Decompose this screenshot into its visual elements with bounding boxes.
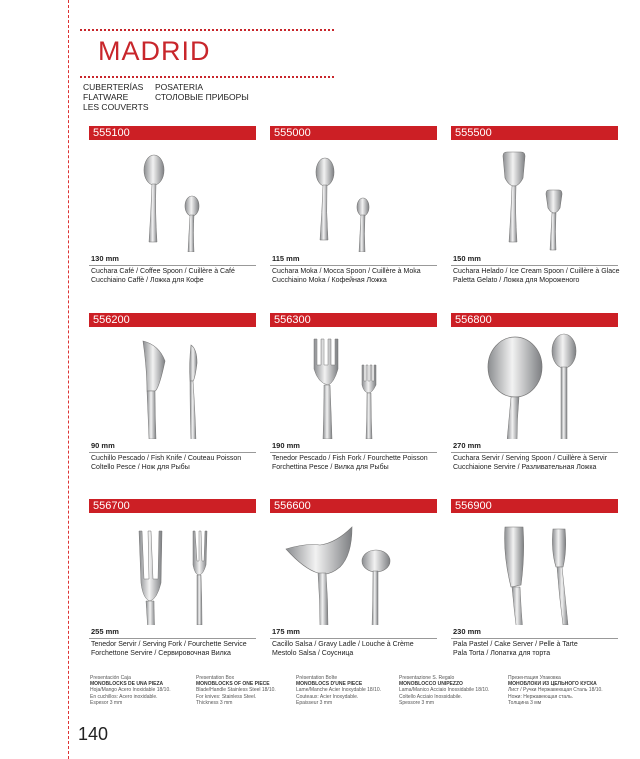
product-card-555100 xyxy=(89,126,256,296)
product-code: 556200 xyxy=(89,313,256,327)
product-size: 175 mm xyxy=(272,627,300,636)
product-card-556700 xyxy=(89,499,256,669)
spec-line: Épaisseur 3 mm xyxy=(296,699,333,706)
spec-line: Couteaux: Acier Inoxydable. xyxy=(296,693,359,700)
mocca-spoon-icon xyxy=(270,142,437,252)
product-description-alt: Cucchiaino Moka / Кофейная Ложка xyxy=(272,277,387,284)
product-code: 556800 xyxy=(451,313,618,327)
spec-heading: MONOBLOCS D'UNE PIÈCE xyxy=(296,681,363,688)
spec-line: Spessore 3 mm xyxy=(399,699,435,706)
product-size: 90 mm xyxy=(91,441,115,450)
card-divider xyxy=(451,452,618,453)
spec-line: Présentation Boîte xyxy=(296,675,338,681)
spec-line: Презентация Упаковка xyxy=(508,675,561,681)
fish-knife-icon xyxy=(89,329,256,439)
spec-line: Espesor 3 mm xyxy=(90,699,123,706)
card-divider xyxy=(89,638,256,639)
card-divider xyxy=(270,638,437,639)
page-number: 140 xyxy=(78,724,109,744)
card-divider xyxy=(451,265,618,266)
product-description: Pala Pastel / Cake Server / Pelle à Tarte xyxy=(453,641,578,648)
product-code: 555000 xyxy=(270,126,437,140)
product-description: Cacillo Salsa / Gravy Ladle / Louche à Crème xyxy=(272,641,414,648)
product-description-alt: Forchettone Servire / Сервировочная Вилка xyxy=(91,650,231,657)
product-size: 150 mm xyxy=(453,254,481,263)
product-description: Cuchillo Pescado / Fish Knife / Couteau Poisson xyxy=(91,455,242,462)
product-size: 255 mm xyxy=(91,627,119,636)
product-description-alt: Cucchiaione Servire / Разливательная Ложка xyxy=(453,464,597,471)
spec-block-en xyxy=(196,675,300,706)
product-size: 115 mm xyxy=(272,254,300,263)
spec-line: Lame/Manche Acier Inoxydable 18/10. xyxy=(296,687,382,694)
product-card-556600 xyxy=(270,499,437,669)
product-description-alt: Coltello Pesce / Нож для Рыбы xyxy=(91,464,190,471)
product-card-555000 xyxy=(270,126,437,296)
title-top-rule xyxy=(80,29,334,31)
spec-heading: MONOBLOCKS OF ONE PIECE xyxy=(196,681,270,688)
category-labels-right xyxy=(155,82,249,102)
spec-line: Thickness 3 mm xyxy=(196,699,233,706)
product-size: 230 mm xyxy=(453,627,481,636)
product-description-alt: Mestolo Salsa / Соусница xyxy=(272,650,354,657)
title-bottom-rule xyxy=(80,76,334,78)
product-card-556200 xyxy=(89,313,256,483)
spec-line: Ножи: Нержавеющая сталь. xyxy=(508,693,574,700)
product-description-alt: Forchettina Pesce / Вилка для Рыбы xyxy=(272,464,389,471)
spec-block-it xyxy=(399,675,503,706)
card-divider xyxy=(270,452,437,453)
product-description: Cuchara Servir / Serving Spoon / Cuillère à Servir xyxy=(453,455,608,462)
spec-line: En cuchillos: Acero inoxidable. xyxy=(90,693,158,700)
product-code: 556900 xyxy=(451,499,618,513)
product-code: 556600 xyxy=(270,499,437,513)
spec-line: For knives: Stainless Steel. xyxy=(196,693,257,700)
coffee-spoon-icon xyxy=(89,142,256,252)
category-label: FLATWARE xyxy=(83,92,129,102)
category-label: LES COUVERTS xyxy=(83,102,149,112)
gravy-ladle-icon xyxy=(270,515,437,625)
product-description-alt: Paletta Gelato / Ложка для Мороженого xyxy=(453,277,580,284)
product-card-556300 xyxy=(270,313,437,483)
product-code: 556700 xyxy=(89,499,256,513)
card-divider xyxy=(89,265,256,266)
cake-server-icon xyxy=(451,515,618,625)
card-divider xyxy=(89,452,256,453)
product-description: Cuchara Helado / Ice Cream Spoon / Cuillère à Glace xyxy=(453,268,620,275)
product-card-556900 xyxy=(451,499,618,669)
product-size: 190 mm xyxy=(272,441,300,450)
spec-line: Лист / Ручки Нержавеющая Сталь 18/10. xyxy=(508,687,603,694)
spec-line: Hoja/Mango Acero Inoxidable 18/10. xyxy=(90,687,171,694)
product-description: Tenedor Pescado / Fish Fork / Fourchette Poisson xyxy=(272,455,428,462)
fish-fork-icon xyxy=(270,329,437,439)
spec-line: Presentación Caja xyxy=(90,675,131,681)
category-label: CUBERTERÍAS xyxy=(83,82,144,92)
product-description: Tenedor Servir / Serving Fork / Fourchette Service xyxy=(91,641,247,648)
card-divider xyxy=(451,638,618,639)
product-code: 556300 xyxy=(270,313,437,327)
category-labels-left xyxy=(83,82,149,112)
spec-block-es xyxy=(90,675,194,706)
product-code: 555500 xyxy=(451,126,618,140)
product-size: 130 mm xyxy=(91,254,119,263)
card-divider xyxy=(270,265,437,266)
product-description-alt: Cucchiaino Caffè / Ложка для Кофе xyxy=(91,277,204,284)
margin-guide-line xyxy=(68,0,69,759)
spec-heading: MONOBLOCKS DE UNA PIEZA xyxy=(90,681,164,688)
product-description: Cuchara Moka / Mocca Spoon / Cuillère à Moka xyxy=(272,268,421,275)
product-code: 555100 xyxy=(89,126,256,140)
product-description-alt: Pala Torta / Лопатка для торта xyxy=(453,650,551,657)
spec-heading: MONOBLOCCO UNIPEZZO xyxy=(399,681,463,688)
product-description: Cuchara Café / Coffee Spoon / Cuillère à Café xyxy=(91,268,235,275)
ice-cream-spoon-icon xyxy=(451,142,618,252)
serving-fork-icon xyxy=(89,515,256,625)
spec-heading: МОНОБЛОКИ ИЗ ЦЕЛЬНОГО КУСКА xyxy=(508,681,597,688)
spec-line: Presentation Box xyxy=(196,675,235,681)
spec-line: Blade/Handle Stainless Steel 18/10. xyxy=(196,687,276,694)
category-label: СТОЛОВЫЕ ПРИБОРЫ xyxy=(155,92,249,102)
product-size: 270 mm xyxy=(453,441,481,450)
spec-line: Coltello Acciaio Inossidabile. xyxy=(399,693,463,700)
product-card-555500 xyxy=(451,126,618,296)
product-card-556800 xyxy=(451,313,618,483)
serving-spoon-icon xyxy=(451,329,618,439)
spec-block-fr xyxy=(296,675,400,706)
spec-line: Толщина 3 мм xyxy=(508,699,542,706)
spec-block-ru xyxy=(508,675,626,706)
category-label: POSATERIA xyxy=(155,82,204,92)
spec-line: Presentazione S. Regalo xyxy=(399,675,455,681)
spec-line: Lama/Manico Acciaio Inossidabile 18/10. xyxy=(399,687,490,694)
page-title: MADRID xyxy=(98,36,211,66)
